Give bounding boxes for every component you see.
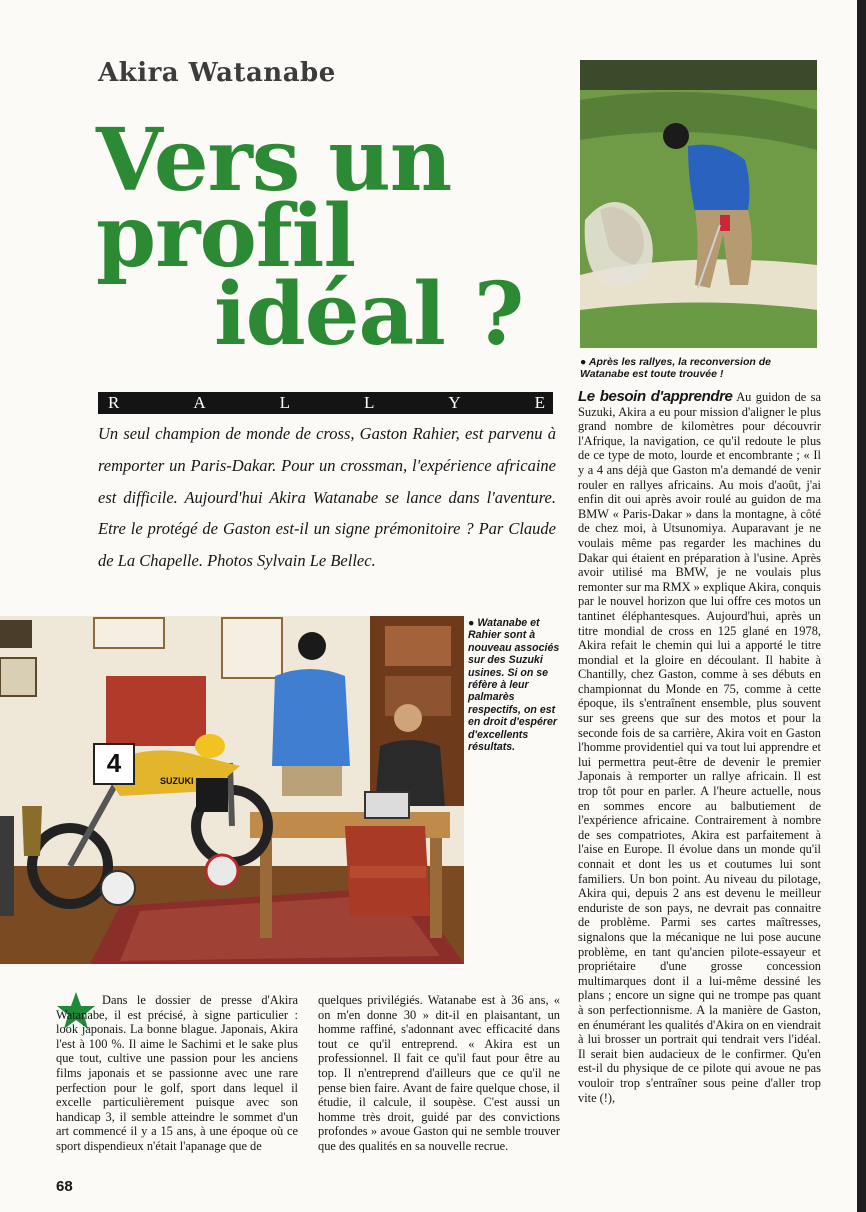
bottom-left-column: Dans le dossier de presse d'Akira Watanabe, il est précisé, à signe particulier : look japonais. La bonne blague. Japonais, Akira l'est à 100 %. Il aime le Sachimi et le sake plus que tout, cultive une passion pour les anciens films japonais et se passionne avec une rare perfection pour le golf, sport dans lequel il excelle particulièrement puisque avec son handicap 3, il semble atteindre le sommet d'un art commencé il y a 15 ans, à une époque où ce sport dispendieux n'était l'apanage que de bbox=[56, 993, 298, 1153]
right-column-article bbox=[578, 390, 821, 1105]
section-label-bar bbox=[98, 392, 553, 414]
bike-brand-label: SUZUKI bbox=[160, 776, 194, 786]
page-number: 68 bbox=[56, 1178, 73, 1195]
golf-photo bbox=[580, 60, 817, 348]
golf-photo-illustration bbox=[580, 60, 817, 348]
office-photo bbox=[0, 616, 464, 964]
section-letter: R bbox=[108, 393, 120, 412]
headline-line-3: idéal ? bbox=[214, 264, 524, 365]
right-column-text: Au guidon de sa Suzuki, Akira a eu pour mission d'aligner le plus grand nombre de kilomètres pour découvrir l'Afrique, la navigation, ce qu'il redoute le plus de ce type de moto, lourde et encombrante ; « Il y a 4 ans déjà que Gaston m'a demandé de venir rouler en rallyes africains. Au mois d'août, j'ai enfin dit oui après avoir roulé au guidon de ma BMW « Paris-Dakar » dans la montagne, à côté de chez moi, à Utsunomiya. Auparavant je ne voulais même pas regarder les machines du Dakar qui étaient en préparation à l'usine. Après avoir utilisé ma BMW, je ne voulais plus remonter sur ma RMX » explique Akira, conquis par le nouvel horizon que lui offre ces motos un tantinet éléphantesques. Aujourd'hui, après un titre mondial de cross en 125 glané en 1978, Akira refait le chemin qui lui a apporté le titre mondial et la gloire en découlant. Il habite à Chantilly, chez Gaston, comme à ses débuts en championnat du Monde en 75, comme à cette époque, ils s'entraînent ensemble, plus souvent sur ses greens que sur des motos et pour la seconde fois de sa carrière, Akira voit en Gaston l'homme providentiel qui va tout lui apprendre et lui permettra peut-être de devenir le premier Japonais à remporter un rallye africain. Il est trop tôt pour en parler. A l'heure actuelle, nous en sommes encore au balbutiement de l'expérience africaine. Contrairement à nombre de ses compatriotes, Akira est parfaitement à l'aise en Europe. Il évolue dans un monde qu'il connait et dont les us et coutumes lui sont familiers. Un bon point. Au niveau du pilotage, Akira qui, depuis 2 ans est devenu le meilleur enduriste de son pays, ne devrait pas connaitre de problème. Parmi ses cartes maîtresses, signalons que la mécanique ne lui pose aucune problème, en tant qu'ancien pilote-essayeur et propriétaire d'une grosse concession multimarques dont il a lui-même dessiné les plans ; encore un signe qui ne trompe pas quant à son perfectionnisme. A la manière de Gaston, en énumérant les qualités d'Akira on en viendrait à lui brosser un portrait qui tendrait vers l'idéal. Il serait bien audacieux de le confirmer. Qu'en est-il du physique de ce pilote qui avoue ne pas vouloir trop s'entraîner sous peine d'aller trop vite (!), bbox=[578, 390, 821, 1105]
section-letter: L bbox=[279, 393, 290, 412]
golf-photo-caption: ● Après les rallyes, la reconversion de Watanabe est toute trouvée ! bbox=[580, 356, 771, 380]
subheading: Le besoin d'apprendre bbox=[578, 388, 733, 405]
section-letter: A bbox=[193, 393, 206, 412]
bike-number-plate: 4 bbox=[106, 748, 122, 778]
page-edge bbox=[857, 0, 866, 1212]
section-letter: Y bbox=[448, 393, 461, 412]
office-photo-illustration bbox=[0, 616, 464, 964]
bottom-middle-column: quelques privilégiés. Watanabe est à 36 ans, « on m'en donne 30 » dit-il en plaisantant, un homme raffiné, s'adonnant avec efficacité dans tout ce qu'il entreprend. « Akira est un professionnel. Il fait ce qu'il faut pour être au top. Il n'entreprend d'ailleurs que ce qu'il ne pense bien faire. Avant de faire quelque chose, il étudie, il calcule, il soupèse. C'est aussi un homme très droit, guidé par des convictions profondes » avoue Gaston qui ne semble trouver que des qualités en sa nouvelle recrue. bbox=[318, 993, 560, 1153]
kicker-title: Akira Watanabe bbox=[98, 58, 336, 88]
headline-line-2: profil bbox=[96, 186, 356, 287]
headline-line-1: Vers un bbox=[96, 110, 452, 211]
section-letter: L bbox=[363, 393, 375, 412]
section-letter: E bbox=[534, 393, 545, 412]
office-photo-caption: ● Watanabe et Rahier sont à nouveau associés sur des Suzuki usines. Si on se réfère à leur palmarès respectifs, on est en droit d'espérer d'excellents résultats. bbox=[468, 617, 560, 754]
intro-standfirst: Un seul champion de monde de cross, Gaston Rahier, est parvenu à remporter un Paris-Dakar. Pour un crossman, l'expérience africaine est difficile. Aujourd'hui Akira Watanabe se lance dans l'aventure. Etre le protégé de Gaston est-il un signe prémonitoire ? Par Claude de La Chapelle. Photos Sylvain Le Bellec. bbox=[98, 424, 556, 571]
